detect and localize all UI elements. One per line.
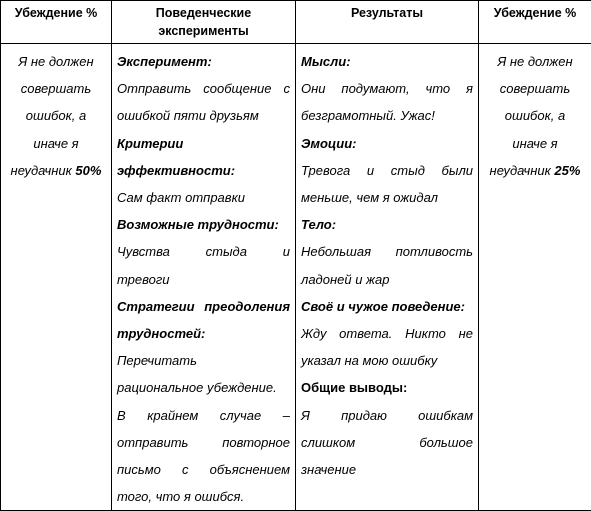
emotions-label: Эмоции: <box>301 130 473 157</box>
results-cell <box>296 44 479 511</box>
criteria-label: Критерии <box>117 130 290 157</box>
experiments-cell <box>112 44 296 511</box>
thoughts-text: Они подумают, что я <box>301 75 473 102</box>
belief-before-cell <box>1 44 112 511</box>
thoughts-label: Мысли: <box>301 48 473 75</box>
behavior-text: указал на мою ошибку <box>301 347 473 374</box>
conclusions-text: значение <box>301 456 473 483</box>
difficulties-text: тревоги <box>117 266 290 293</box>
body-label: Тело: <box>301 211 473 238</box>
thoughts-text: безграмотный. Ужас! <box>301 102 473 129</box>
belief-before-line: Я не должен <box>6 48 106 75</box>
experiment-text: Отправить сообщение с <box>117 75 290 102</box>
body-text: Небольшая потливость <box>301 238 473 265</box>
difficulties-label: Возможные трудности: <box>117 211 290 238</box>
belief-before-prefix: неудачник <box>11 163 76 178</box>
criteria-label: эффективности: <box>117 157 290 184</box>
strategies-text: рациональное убеждение. <box>117 374 290 401</box>
belief-after-line: ошибок, а <box>484 102 586 129</box>
strategies-text: В крайнем случае – <box>117 402 290 429</box>
criteria-text: Сам факт отправки <box>117 184 290 211</box>
belief-after-percent: 25% <box>554 163 580 178</box>
strategies-label: трудностей: <box>117 320 290 347</box>
emotions-text: меньше, чем я ожидал <box>301 184 473 211</box>
belief-after-prefix: неудачник <box>490 163 555 178</box>
belief-after-line: совершать <box>484 75 586 102</box>
belief-before-line: совершать <box>6 75 106 102</box>
belief-after-last-line <box>484 157 586 184</box>
experiment-text: ошибкой пяти друзьям <box>117 102 290 129</box>
conclusions-text: Я придаю ошибкам <box>301 402 473 429</box>
strategies-text: письмо с объяснением <box>117 456 290 483</box>
header-row <box>1 1 591 44</box>
belief-before-line: ошибок, а <box>6 102 106 129</box>
belief-before-last-line <box>6 157 106 184</box>
content-row <box>1 44 591 511</box>
header-belief-after: Убеждение % <box>479 1 591 44</box>
conclusions-text: слишком большое <box>301 429 473 456</box>
belief-after-line: Я не должен <box>484 48 586 75</box>
belief-before-percent: 50% <box>75 163 101 178</box>
experiment-label: Эксперимент: <box>117 48 290 75</box>
behavior-text: Жду ответа. Никто не <box>301 320 473 347</box>
difficulties-text: Чувства стыда и <box>117 238 290 265</box>
body-text: ладоней и жар <box>301 266 473 293</box>
header-belief-before: Убеждение % <box>1 1 112 44</box>
behavior-label: Своё и чужое поведение: <box>301 293 473 320</box>
strategies-text: того, что я ошибся. <box>117 483 290 510</box>
belief-after-line: иначе я <box>484 130 586 157</box>
belief-after-cell <box>479 44 591 511</box>
strategies-label: Стратегии преодоления <box>117 293 290 320</box>
emotions-text: Тревога и стыд были <box>301 157 473 184</box>
header-experiments: Поведенческие эксперименты <box>112 1 296 44</box>
belief-before-line: иначе я <box>6 130 106 157</box>
header-results: Результаты <box>296 1 479 44</box>
strategies-text: отправить повторное <box>117 429 290 456</box>
strategies-text: Перечитать <box>117 347 290 374</box>
conclusions-label: Общие выводы: <box>301 374 473 401</box>
